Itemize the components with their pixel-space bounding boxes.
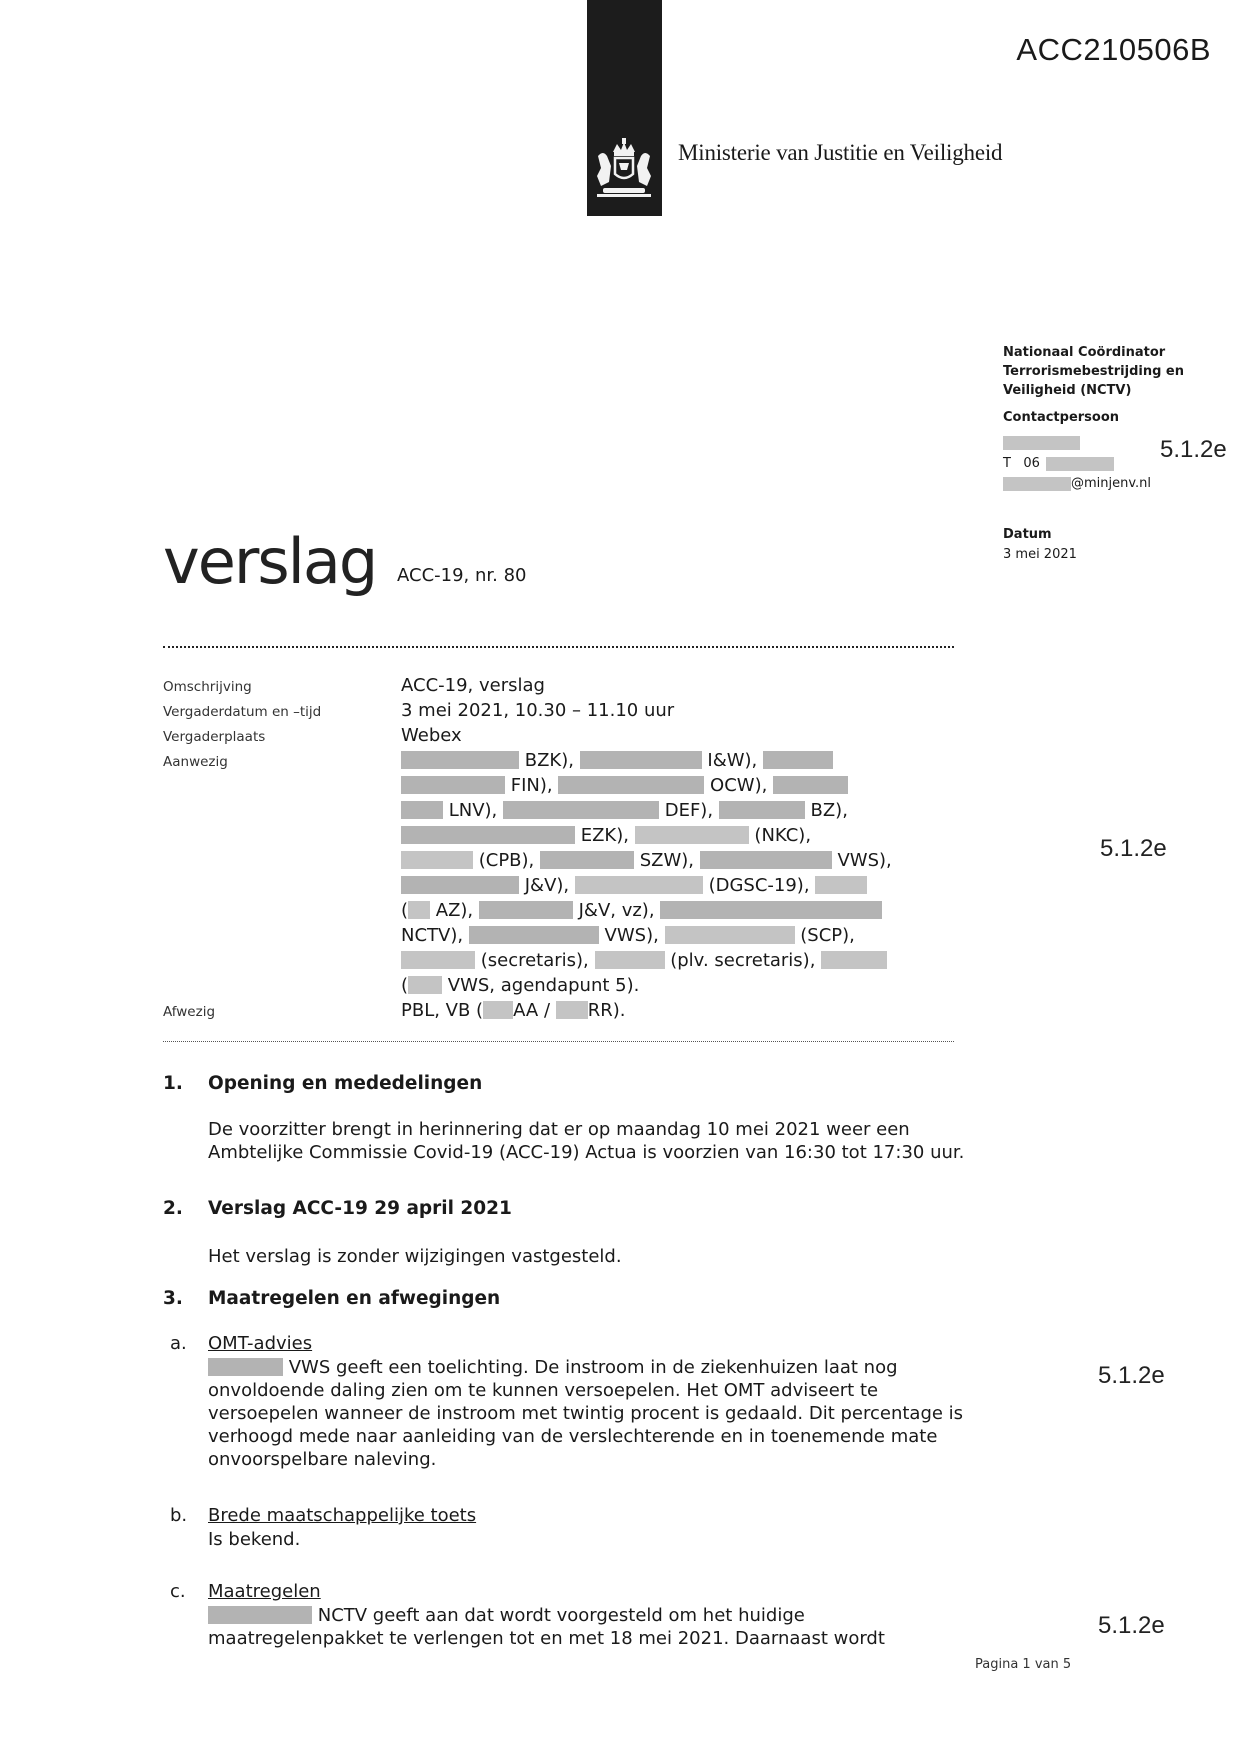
subsection-text (208, 1356, 968, 1471)
subsection-letter: b. (170, 1505, 188, 1526)
name-redacted (595, 951, 665, 969)
meta-label-datetime: Vergaderdatum en –tijd (163, 704, 322, 720)
subsection-body: VWS geeft een toelichting. De instroom in de ziekenhuizen laat nog onvoldoende daling zien om te kunnen versoepelen. Het OMT adviseert te versoepelen wanneer de instroom met twintig procent is gedaald. Dit percentage is verhoogd mede naar aanleiding van de verslechterende en in toenemende mate onvoorspelbare naleving. (208, 1357, 964, 1470)
attendee-text: FIN), (505, 775, 559, 796)
name-redacted (665, 926, 795, 944)
meta-label-location: Vergaderplaats (163, 729, 266, 745)
divider (163, 1041, 954, 1042)
name-redacted (401, 876, 519, 894)
subsection-title: Maatregelen (208, 1581, 321, 1602)
attendee-text: PBL, VB ( (401, 1000, 484, 1021)
date-label: Datum (1003, 527, 1052, 542)
absent-list (401, 998, 961, 1023)
section-title: Verslag ACC-19 29 april 2021 (208, 1198, 512, 1219)
name-redacted (401, 851, 473, 869)
name-redacted (540, 851, 634, 869)
name-redacted (401, 826, 575, 844)
attendee-text: VWS), (831, 850, 892, 871)
organisation-line: Terrorismebestrijding en (1003, 364, 1184, 379)
attendee-line (401, 773, 961, 798)
attendee-line (401, 898, 961, 923)
name-redacted (821, 951, 887, 969)
section-title: Opening en mededelingen (208, 1073, 483, 1094)
attendee-line (401, 798, 961, 823)
attendee-text: (CPB), (473, 850, 540, 871)
name-redacted (401, 951, 475, 969)
contact-phone (1003, 454, 1114, 473)
attendee-text: (NKC), (748, 825, 812, 846)
name-redacted (660, 901, 882, 919)
meta-value-omschrijving: ACC-19, verslag (401, 675, 545, 696)
name-redacted (580, 751, 702, 769)
meta-label-omschrijving: Omschrijving (163, 679, 252, 695)
attendee-line (401, 848, 961, 873)
name-redacted (401, 801, 443, 819)
attendee-text: BZK), (519, 750, 580, 771)
meta-label-present: Aanwezig (163, 754, 228, 770)
document-type-title: verslag (163, 525, 377, 598)
organisation-line: Nationaal Coördinator (1003, 345, 1166, 360)
meta-value-datetime: 3 mei 2021, 10.30 – 11.10 uur (401, 700, 675, 721)
name-redacted (700, 851, 832, 869)
redaction-stamp: 5.1.2e (1098, 1362, 1165, 1389)
document-number: ACC-19, nr. 80 (397, 565, 527, 586)
attendee-text: ( (401, 900, 409, 921)
phone-redacted (1046, 457, 1114, 471)
attendee-text: LNV), (443, 800, 503, 821)
section-number: 3. (163, 1288, 183, 1309)
contact-email (1003, 474, 1151, 493)
subsection-letter: a. (170, 1333, 187, 1354)
attendee-text: DEF), (659, 800, 719, 821)
name-redacted (503, 801, 659, 819)
name-redacted (556, 1001, 588, 1019)
section-number: 1. (163, 1073, 183, 1094)
name-redacted (719, 801, 805, 819)
name-redacted (408, 976, 442, 994)
attendee-text: ( (401, 975, 409, 996)
document-reference: ACC210506B (1016, 32, 1211, 67)
subsection-title: Brede maatschappelijke toets (208, 1505, 477, 1526)
attendee-text: VWS, agendapunt 5). (442, 975, 640, 996)
ministry-logo-bar (587, 0, 662, 216)
name-redacted (401, 776, 505, 794)
attendee-text: J&V), (519, 875, 575, 896)
divider (163, 646, 954, 648)
attendee-text: (secretaris), (475, 950, 595, 971)
attendee-line (401, 973, 961, 998)
subsection-letter: c. (170, 1581, 186, 1602)
section-text: De voorzitter brengt in herinnering dat er op maandag 10 mei 2021 weer een Ambtelijke Commissie Covid-19 (ACC-19) Actua is voorzien van 16:30 tot 17:30 uur. (208, 1119, 965, 1163)
subsection-body: NCTV geeft aan dat wordt voorgesteld om het huidige maatregelenpakket te verlengen tot en met 18 mei 2021. Daarnaast wordt (208, 1605, 885, 1649)
organisation-line: Veiligheid (NCTV) (1003, 383, 1132, 398)
subsection-title: OMT-advies (208, 1333, 313, 1354)
redaction-stamp: 5.1.2e (1098, 1612, 1165, 1639)
name-redacted (208, 1358, 283, 1376)
date-value: 3 mei 2021 (1003, 547, 1077, 562)
attendee-text: (DGSC-19), (702, 875, 816, 896)
email-suffix: @minjenv.nl (1071, 476, 1152, 491)
redaction-stamp: 5.1.2e (1160, 436, 1227, 463)
attendee-line (401, 873, 961, 898)
name-redacted (469, 926, 599, 944)
name-redacted (483, 1001, 513, 1019)
page-indicator: Pagina 1 van 5 (975, 1657, 1072, 1672)
attendee-text: NCTV), (401, 925, 469, 946)
attendee-text: VWS), (598, 925, 665, 946)
attendee-line (401, 748, 961, 773)
attendee-text: AA / (513, 1000, 556, 1021)
phone-prefix: T 06 (1003, 456, 1040, 471)
redaction-stamp: 5.1.2e (1100, 835, 1167, 862)
attendee-text: RR). (587, 1000, 626, 1021)
name-redacted (479, 901, 573, 919)
contact-name-redacted (1003, 433, 1080, 452)
name-redacted (401, 751, 519, 769)
ministry-name: Ministerie van Justitie en Veiligheid (678, 140, 1003, 165)
coat-of-arms-icon (593, 136, 655, 202)
name-redacted (408, 901, 430, 919)
section-text: Het verslag is zonder wijzigingen vastgesteld. (208, 1246, 622, 1267)
meta-value-location: Webex (401, 725, 462, 746)
name-redacted (763, 751, 833, 769)
attendee-text: SZW), (633, 850, 700, 871)
subsection-text: Is bekend. (208, 1529, 301, 1550)
attendee-text: AZ), (430, 900, 479, 921)
attendee-text: (SCP), (794, 925, 855, 946)
attendee-text: BZ), (804, 800, 848, 821)
attendee-text: OCW), (704, 775, 774, 796)
name-redacted (208, 1606, 312, 1624)
attendee-text: J&V, vz), (572, 900, 661, 921)
meta-label-absent: Afwezig (163, 1004, 216, 1020)
name-redacted (815, 876, 867, 894)
name-redacted (635, 826, 749, 844)
attendee-text: (plv. secretaris), (664, 950, 822, 971)
attendee-line (401, 948, 961, 973)
name-redacted (558, 776, 704, 794)
name-redacted (575, 876, 703, 894)
attendee-text: I&W), (701, 750, 764, 771)
name-redacted (773, 776, 848, 794)
section-number: 2. (163, 1198, 183, 1219)
attendee-line (401, 823, 961, 848)
attendee-line (401, 923, 961, 948)
attendee-list (401, 748, 961, 998)
subsection-text (208, 1604, 948, 1650)
contact-label: Contactpersoon (1003, 410, 1120, 425)
attendee-text: EZK), (575, 825, 635, 846)
email-redacted (1003, 477, 1071, 491)
organisation-name (1003, 343, 1184, 400)
section-title: Maatregelen en afwegingen (208, 1288, 501, 1309)
